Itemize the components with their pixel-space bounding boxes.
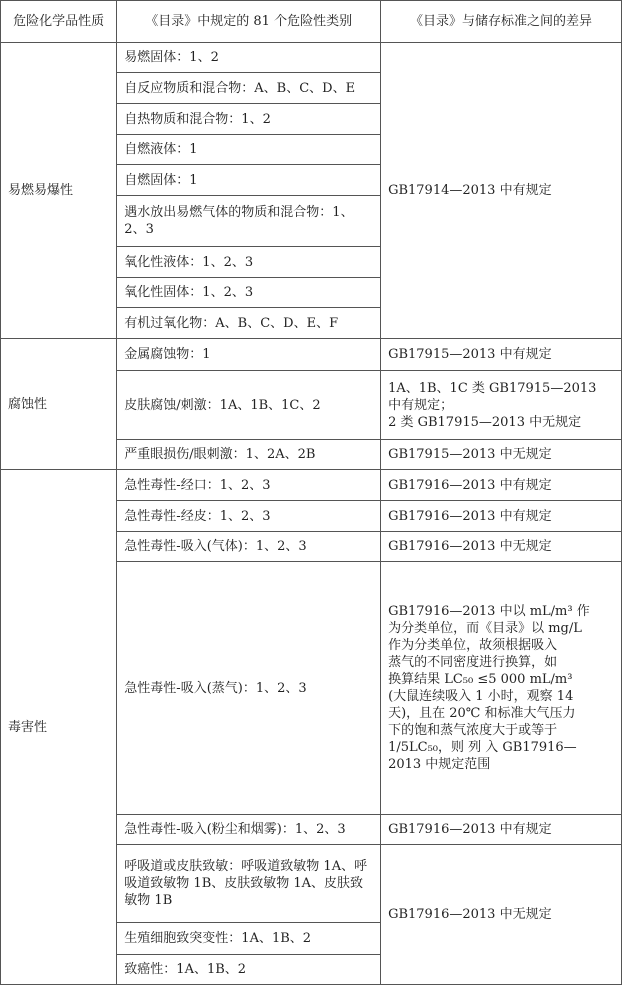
difference-cell: GB17916—2013 中无规定 [381,532,622,562]
difference-line: 2 类 GB17915—2013 中无规定 [388,414,582,430]
difference-cell: GB17914—2013 中有规定 [381,43,622,339]
difference-line: GB17916—2013 中以 mL/m³ 作 [388,604,590,619]
difference-cell: GB17916—2013 中有规定 [381,501,622,532]
difference-cell: GB17916—2013 中有规定 [381,815,622,845]
category-cell: 金属腐蚀物：1 [117,339,381,371]
category-cell: 急性毒性-吸入(气体)：1、2、3 [117,532,381,562]
category-cell: 生殖细胞致突变性：1A、1B、2 [117,923,381,955]
difference-line: 下的饱和蒸气浓度大于或等于 [388,723,558,738]
difference-line: 为分类单位，而《目录》以 mg/L [388,621,582,636]
category-cell: 急性毒性-吸入(粉尘和烟雾)：1、2、3 [117,815,381,845]
property-flammable: 易燃易爆性 [1,43,117,339]
category-cell: 严重眼损伤/眼刺激：1、2A、2B [117,440,381,470]
difference-line: 天)，且在 20℃ 和标准大气压力 [388,706,576,721]
category-cell: 呼吸道或皮肤致敏：呼吸道致敏物 1A、呼吸道致敏物 1B、皮肤致敏物 1A、皮肤致敏物 1B [117,845,381,923]
table-row [1,43,622,73]
header-difference: 《目录》与储存标准之间的差异 [381,1,622,43]
difference-line: 蒸气的不同密度进行换算，如 [388,655,558,670]
category-cell: 易燃固体：1、2 [117,43,381,73]
category-cell: 急性毒性-经口：1、2、3 [117,470,381,501]
category-cell: 致癌性：1A、1B、2 [117,955,381,985]
difference-line: 1/5LC₅₀，则 列 入 GB17916— [388,740,577,755]
category-cell: 自燃液体：1 [117,135,381,165]
header-category: 《目录》中规定的 81 个危险性类别 [117,1,381,43]
category-cell: 自热物质和混合物：1、2 [117,104,381,135]
category-cell: 皮肤腐蚀/刺激：1A、1B、1C、2 [117,371,381,440]
difference-line: 中有规定； [388,397,454,413]
property-corrosive: 腐蚀性 [1,339,117,470]
category-cell: 遇水放出易燃气体的物质和混合物：1、2、3 [117,196,381,247]
difference-cell: GB17915—2013 中有规定 [381,339,622,371]
category-cell: 有机过氧化物：A、B、C、D、E、F [117,308,381,339]
category-cell: 氧化性液体：1、2、3 [117,247,381,278]
category-cell: 氧化性固体：1、2、3 [117,278,381,308]
difference-line: 作为分类单位，故须根据吸入 [388,638,558,653]
category-cell: 急性毒性-吸入(蒸气)：1、2、3 [117,562,381,815]
difference-cell [381,562,622,815]
difference-line: 换算结果 LC₅₀ ≤5 000 mL/m³ [388,672,573,687]
difference-line: 2013 中规定范围 [388,757,491,772]
difference-line: 1A、1B、1C 类 GB17915—2013 [388,380,597,396]
table-header-row [1,1,622,43]
difference-cell: GB17915—2013 中无规定 [381,440,622,470]
table-row [1,470,622,501]
difference-cell [381,371,622,440]
header-property: 危险化学品性质 [1,1,117,43]
property-toxic: 毒害性 [1,470,117,985]
category-cell: 自反应物质和混合物：A、B、C、D、E [117,73,381,104]
difference-cell: GB17916—2013 中有规定 [381,470,622,501]
table-row [1,339,622,371]
difference-cell: GB17916—2013 中无规定 [381,845,622,985]
difference-line: (大鼠连续吸入 1 小时，观察 14 [388,689,574,704]
category-cell: 自燃固体：1 [117,165,381,196]
category-cell: 急性毒性-经皮：1、2、3 [117,501,381,532]
